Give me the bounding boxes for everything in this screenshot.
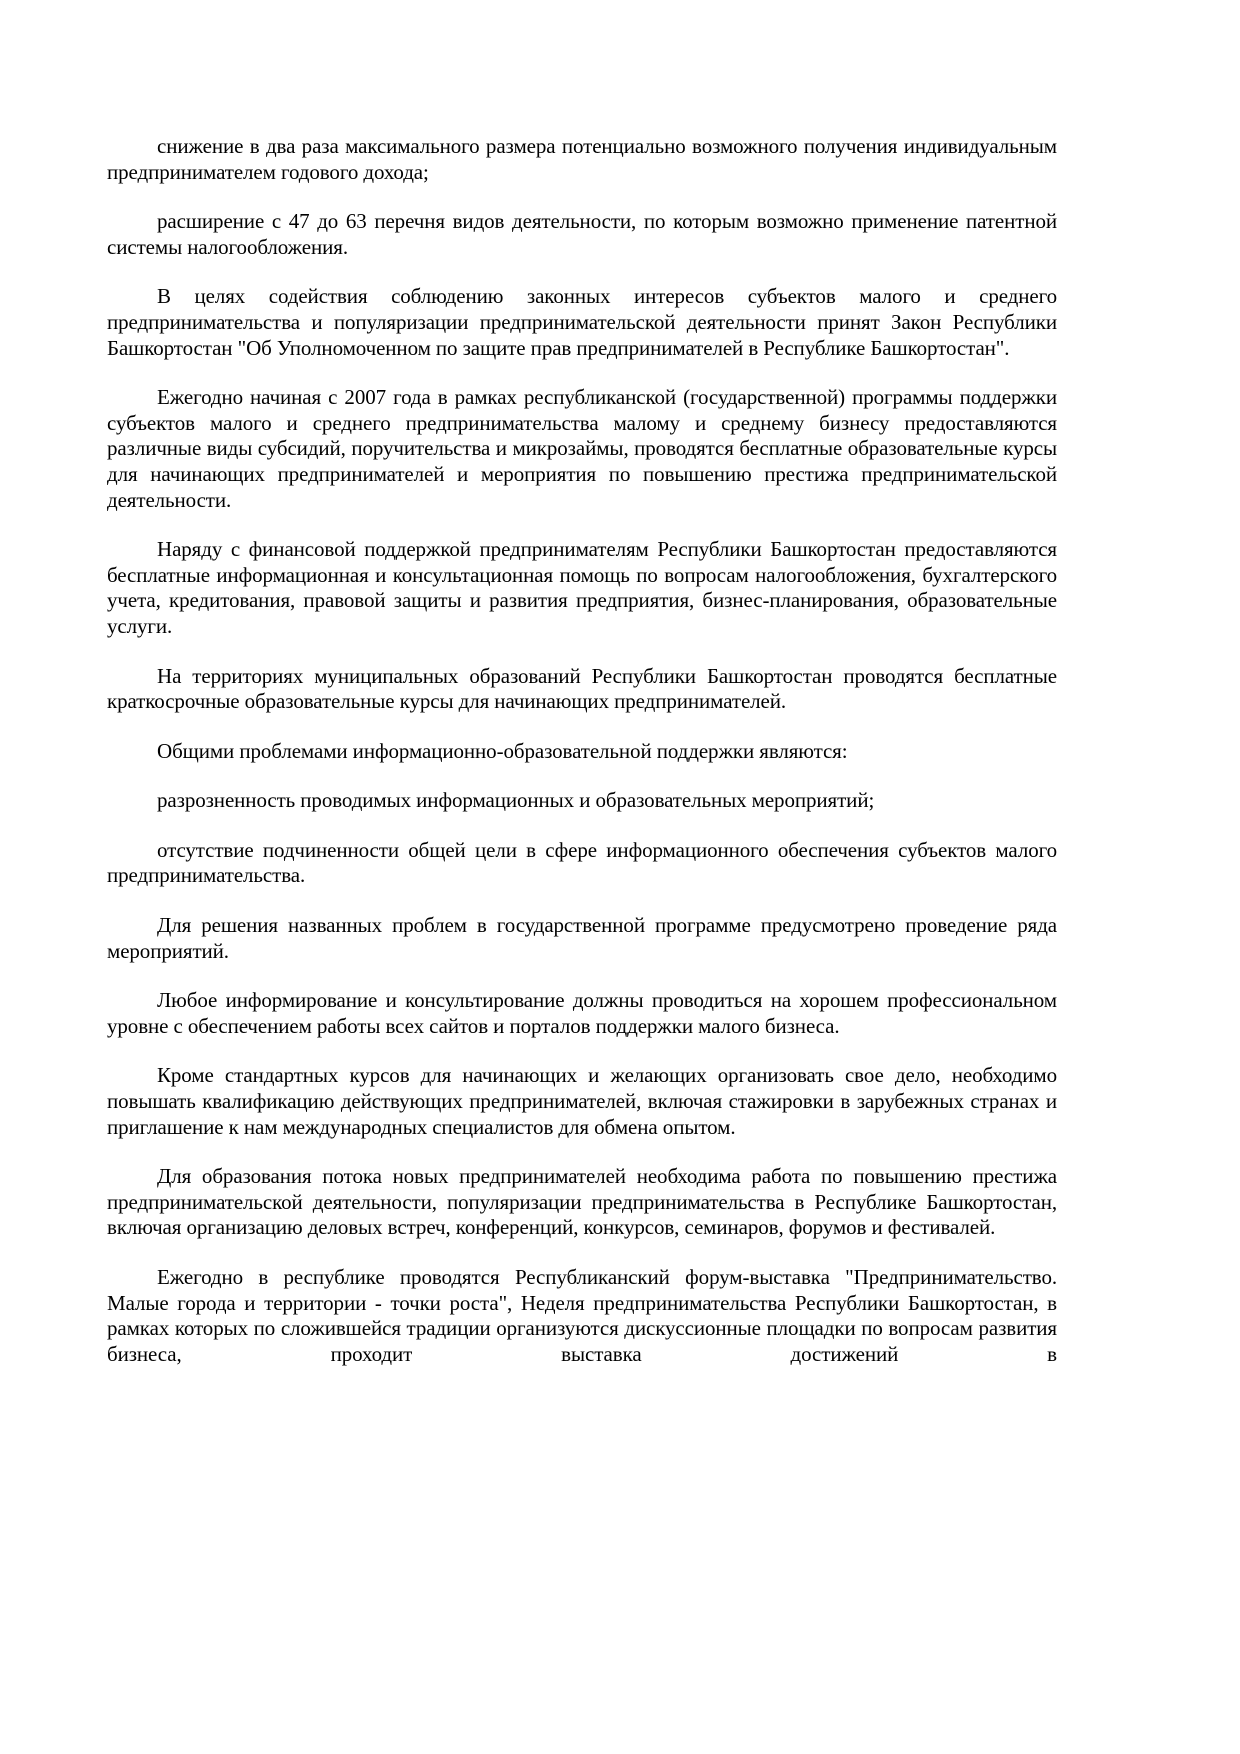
- paragraph-prestige: Для образования потока новых предпринимателей необходима работа по повышению престижа предпринимательской деятельности, популяризации предпринимательства в Республике Башкортостан, включая организацию деловых встреч, конференций, конкурсов, семинаров, форумов и фестивалей.: [107, 1164, 1057, 1240]
- paragraph-patent-expansion: расширение с 47 до 63 перечня видов деятельности, по которым возможно применение патентной системы налогообложения.: [107, 209, 1057, 259]
- document-page: [107, 134, 1057, 1367]
- paragraph-qualification: Кроме стандартных курсов для начинающих и желающих организовать свое дело, необходимо повышать квалификацию действующих предпринимателей, включая стажировки в зарубежных странах и приглашение к нам международных специалистов для обмена опытом.: [107, 1063, 1057, 1139]
- paragraph-no-common-goal: отсутствие подчиненности общей цели в сфере информационного обеспечения субъектов малого предпринимательства.: [107, 837, 1057, 888]
- paragraph-ombudsman-law: В целях содействия соблюдению законных интересов субъектов малого и среднего предпринимательства и популяризации предпринимательской деятельности принят Закон Республики Башкортостан "Об Уполномоченном по защите прав предпринимателей в Республике Башкортостан".: [107, 284, 1057, 360]
- paragraph-fragmentation: разрозненность проводимых информационных и образовательных мероприятий;: [157, 788, 875, 813]
- paragraph-annual-program: Ежегодно начиная с 2007 года в рамках республиканской (государственной) программы поддержки субъектов малого и среднего предпринимательства малому и среднему бизнесу предоставляются различные виды субсидий, поручительства и микрозаймы, проводятся бесплатные образовательные курсы для начинающих предпринимателей и мероприятия по повышению престижа предпринимательской деятельности.: [107, 385, 1057, 512]
- paragraph-consulting-support: Наряду с финансовой поддержкой предпринимателям Республики Башкортостан предоставляются бесплатные информационная и консультационная помощь по вопросам налогообложения, бухгалтерского учета, кредитования, правовой защиты и развития предприятия, бизнес-планирования, образовательные услуги.: [107, 537, 1057, 638]
- paragraph-program-measures: Для решения названных проблем в государственной программе предусмотрено проведение ряда мероприятий.: [107, 913, 1057, 963]
- paragraph-income-reduction: снижение в два раза максимального размера потенциально возможного получения индивидуальным предпринимателем годового дохода;: [107, 134, 1057, 184]
- paragraph-common-problems: Общими проблемами информационно-образовательной поддержки являются:: [157, 738, 848, 763]
- paragraph-professional-level: Любое информирование и консультирование должны проводиться на хорошем профессиональном уровне с обеспечением работы всех сайтов и порталов поддержки малого бизнеса.: [107, 988, 1057, 1038]
- paragraph-municipal-courses: На территориях муниципальных образований Республики Башкортостан проводятся бесплатные краткосрочные образовательные курсы для начинающих предпринимателей.: [107, 663, 1057, 714]
- paragraph-annual-forum: Ежегодно в республике проводятся Республиканский форум-выставка "Предпринимательство. Малые города и территории - точки роста", Неделя предпринимательства Республики Башкортостан, в рамках которых по сложившейся традиции организуются дискуссионные площадки по вопросам развития бизнеса, проходит выставка достижений в: [107, 1265, 1057, 1366]
